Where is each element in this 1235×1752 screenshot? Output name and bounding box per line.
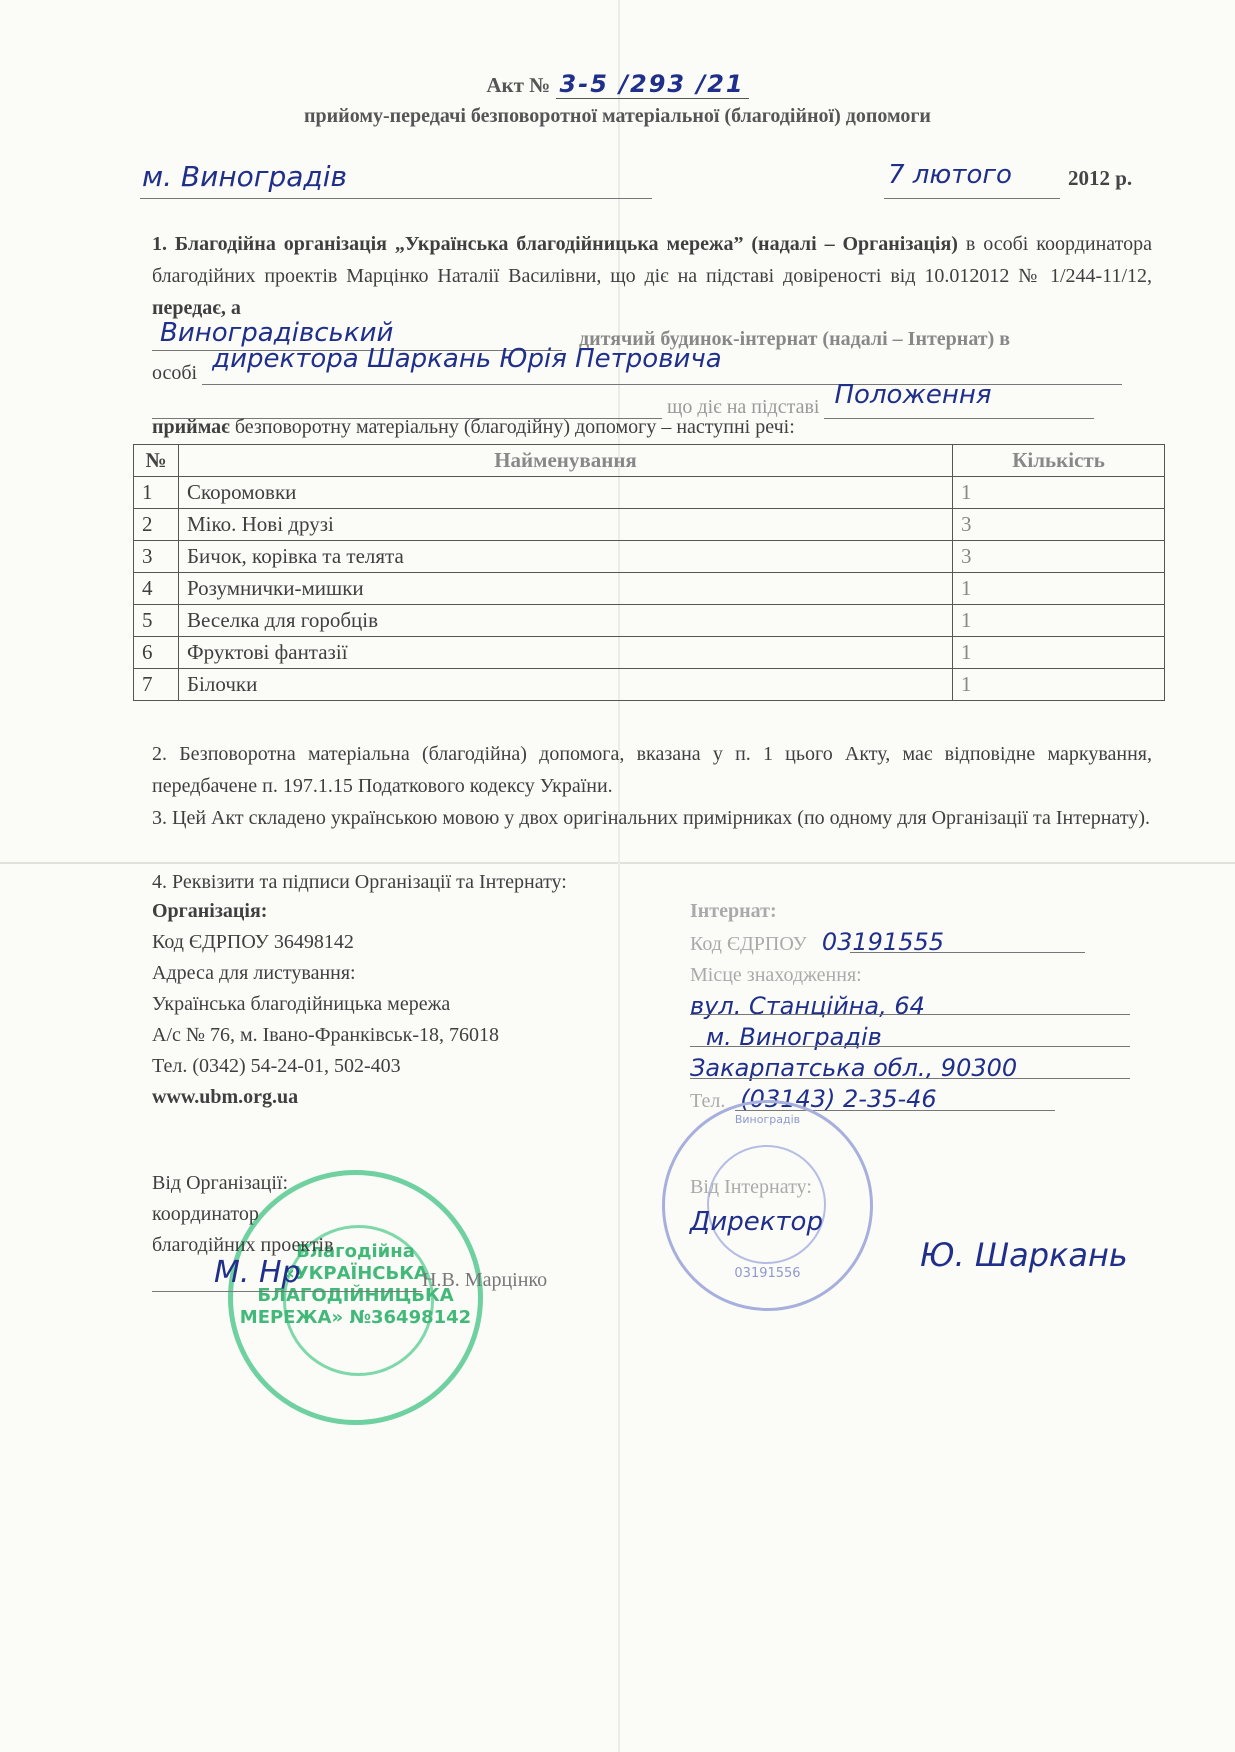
org-label: Організація:	[152, 900, 268, 922]
accepts-text: безповоротну матеріальну (благодійну) допомогу – наступні речі:	[234, 416, 795, 438]
row-qty: 1	[953, 669, 1165, 701]
internat-code-handwritten: 03191555	[821, 928, 944, 956]
internat-label: Інтернат:	[690, 900, 777, 922]
row-qty: 3	[953, 541, 1165, 573]
table-header-number: №	[134, 445, 179, 477]
row-qty: 1	[953, 605, 1165, 637]
date-handwritten: 7 лютого	[888, 160, 1012, 190]
org-role-line2: благодійних проектів	[152, 1234, 334, 1256]
row-number: 1	[134, 477, 179, 509]
row-number: 4	[134, 573, 179, 605]
basis-handwritten: Положення	[834, 380, 992, 410]
row-name: Міко. Нові друзі	[179, 509, 953, 541]
basis-row	[152, 380, 1152, 419]
internat-phone-label: Тел.	[690, 1090, 726, 1112]
row-name: Білочки	[179, 669, 953, 701]
row-name: Скоромовки	[179, 477, 953, 509]
row-qty: 1	[953, 477, 1165, 509]
internat-address-line3: Закарпатська обл., 90300	[690, 1054, 1018, 1082]
internat-signature: Ю. Шаркань	[920, 1236, 1128, 1274]
person-handwritten: директора Шаркань Юрія Петровича	[212, 344, 722, 374]
row-number: 7	[134, 669, 179, 701]
table-row	[134, 637, 1165, 669]
internat-address-line	[690, 1078, 1130, 1079]
org-from-label: Від Організації:	[152, 1172, 289, 1194]
basis-label: що діє на підставі	[667, 396, 820, 418]
org-box: А/с № 76, м. Івано-Франківськ-18, 76018	[152, 1024, 500, 1046]
row-qty: 1	[953, 637, 1165, 669]
internat-code-line	[850, 952, 1085, 953]
table-row	[134, 573, 1165, 605]
recipient-printed: дитячий будинок-інтернат (надалі – Інтернат) в	[579, 328, 1011, 350]
table-row	[134, 541, 1165, 573]
row-qty: 1	[953, 573, 1165, 605]
year-text: 2012 р.	[1068, 166, 1133, 190]
row-name: Бичок, корівка та телята	[179, 541, 953, 573]
table-row	[134, 509, 1165, 541]
org-site: www.ubm.org.ua	[152, 1086, 299, 1108]
section-2: 2. Безповоротна матеріальна (благодійна) допомога, вказана у п. 1 цього Акту, має відповідне маркування, передбачене п. 197.1.15 Податкового кодексу України.	[152, 743, 1152, 797]
act-title-prefix: Акт №	[486, 73, 551, 97]
table-row	[134, 477, 1165, 509]
stamp-ring-text: Виноградів	[734, 1113, 801, 1126]
row-qty: 3	[953, 509, 1165, 541]
org-signature: М. Нр	[214, 1255, 301, 1290]
table-header-qty: Кількість	[953, 445, 1165, 477]
internat-address-line	[690, 1014, 1130, 1015]
org-signer-name: Н.В. Марцінко	[422, 1269, 548, 1291]
org-name: Українська благодійницька мережа	[152, 993, 451, 1015]
org-role-line1: координатор	[152, 1203, 259, 1225]
row-name: Фруктові фантазії	[179, 637, 953, 669]
basis-blank	[152, 390, 662, 419]
accepts-row	[152, 416, 1152, 439]
items-table	[133, 444, 1165, 701]
section-1-passes: передає, а	[152, 297, 241, 319]
date-field	[884, 160, 1060, 199]
stamp-text: Благодійна «УКРАЇНСЬКА БЛАГОДІЙНИЦЬКА МЕРЕЖА» №36498142	[239, 1241, 472, 1328]
table-row	[134, 605, 1165, 637]
row-number: 5	[134, 605, 179, 637]
org-code: Код ЄДРПОУ 36498142	[152, 931, 354, 953]
internat-code-label: Код ЄДРПОУ	[690, 933, 807, 955]
org-phone: Тел. (0342) 54-24-01, 502-403	[152, 1055, 401, 1077]
basis-field	[824, 380, 1094, 419]
org-signature-row	[152, 1255, 592, 1297]
recipient-handwritten: Виноградівський	[160, 318, 394, 348]
act-title	[0, 70, 1235, 98]
internat-address-line	[690, 1046, 1130, 1047]
row-name: Розумнички-мишки	[179, 573, 953, 605]
section-4: 4. Реквізити та підписи Організації та Інтернату:	[152, 871, 567, 893]
section-1-text: в особі координатора благодійних проектів Марцінко Наталії Василівни, що діє на підставі довіреності від 10.012012 № 1/244-11/12,	[152, 233, 1152, 287]
act-number: 3-5 /293 /21	[556, 70, 749, 99]
section-1	[152, 228, 1152, 324]
table-row	[134, 669, 1165, 701]
internat-location-label: Місце знаходження:	[690, 964, 862, 986]
internat-details	[690, 896, 1150, 1117]
org-address-label: Адреса для листування:	[152, 962, 356, 984]
person-label: особі	[152, 362, 198, 384]
internat-address-line2: м. Виноградів	[706, 1023, 882, 1051]
row-number: 6	[134, 637, 179, 669]
internat-from-label: Від Інтернату:	[690, 1176, 812, 1198]
row-number: 3	[134, 541, 179, 573]
internat-address-line1: вул. Станційна, 64	[690, 992, 925, 1020]
org-details	[152, 896, 632, 1113]
city-field	[140, 160, 652, 199]
table-header-name: Найменування	[179, 445, 953, 477]
internat-role-handwritten: Директор	[690, 1207, 823, 1237]
section-3: 3. Цей Акт складено українською мовою у двох оригінальних примірниках (по одному для Організації та Інтернату).	[152, 807, 1151, 829]
internat-code-row	[690, 927, 1150, 960]
accepts-word: приймає	[152, 416, 230, 438]
internat-phone-handwritten: (03143) 2-35-46	[740, 1085, 937, 1113]
act-subtitle: прийому-передачі безповоротної матеріальної (благодійної) допомоги	[304, 105, 931, 127]
city-handwritten: м. Виноградів	[142, 160, 348, 193]
org-signature-block	[152, 1168, 592, 1297]
row-name: Веселка для горобців	[179, 605, 953, 637]
person-row	[152, 344, 1152, 385]
section-1-lead: 1. Благодійна організація „Українська благодійницька мережа” (надалі – Організація)	[152, 233, 958, 255]
org-signature-line	[152, 1291, 422, 1292]
stamp-code: 03191556	[734, 1266, 801, 1281]
row-number: 2	[134, 509, 179, 541]
table-header-row	[134, 445, 1165, 477]
